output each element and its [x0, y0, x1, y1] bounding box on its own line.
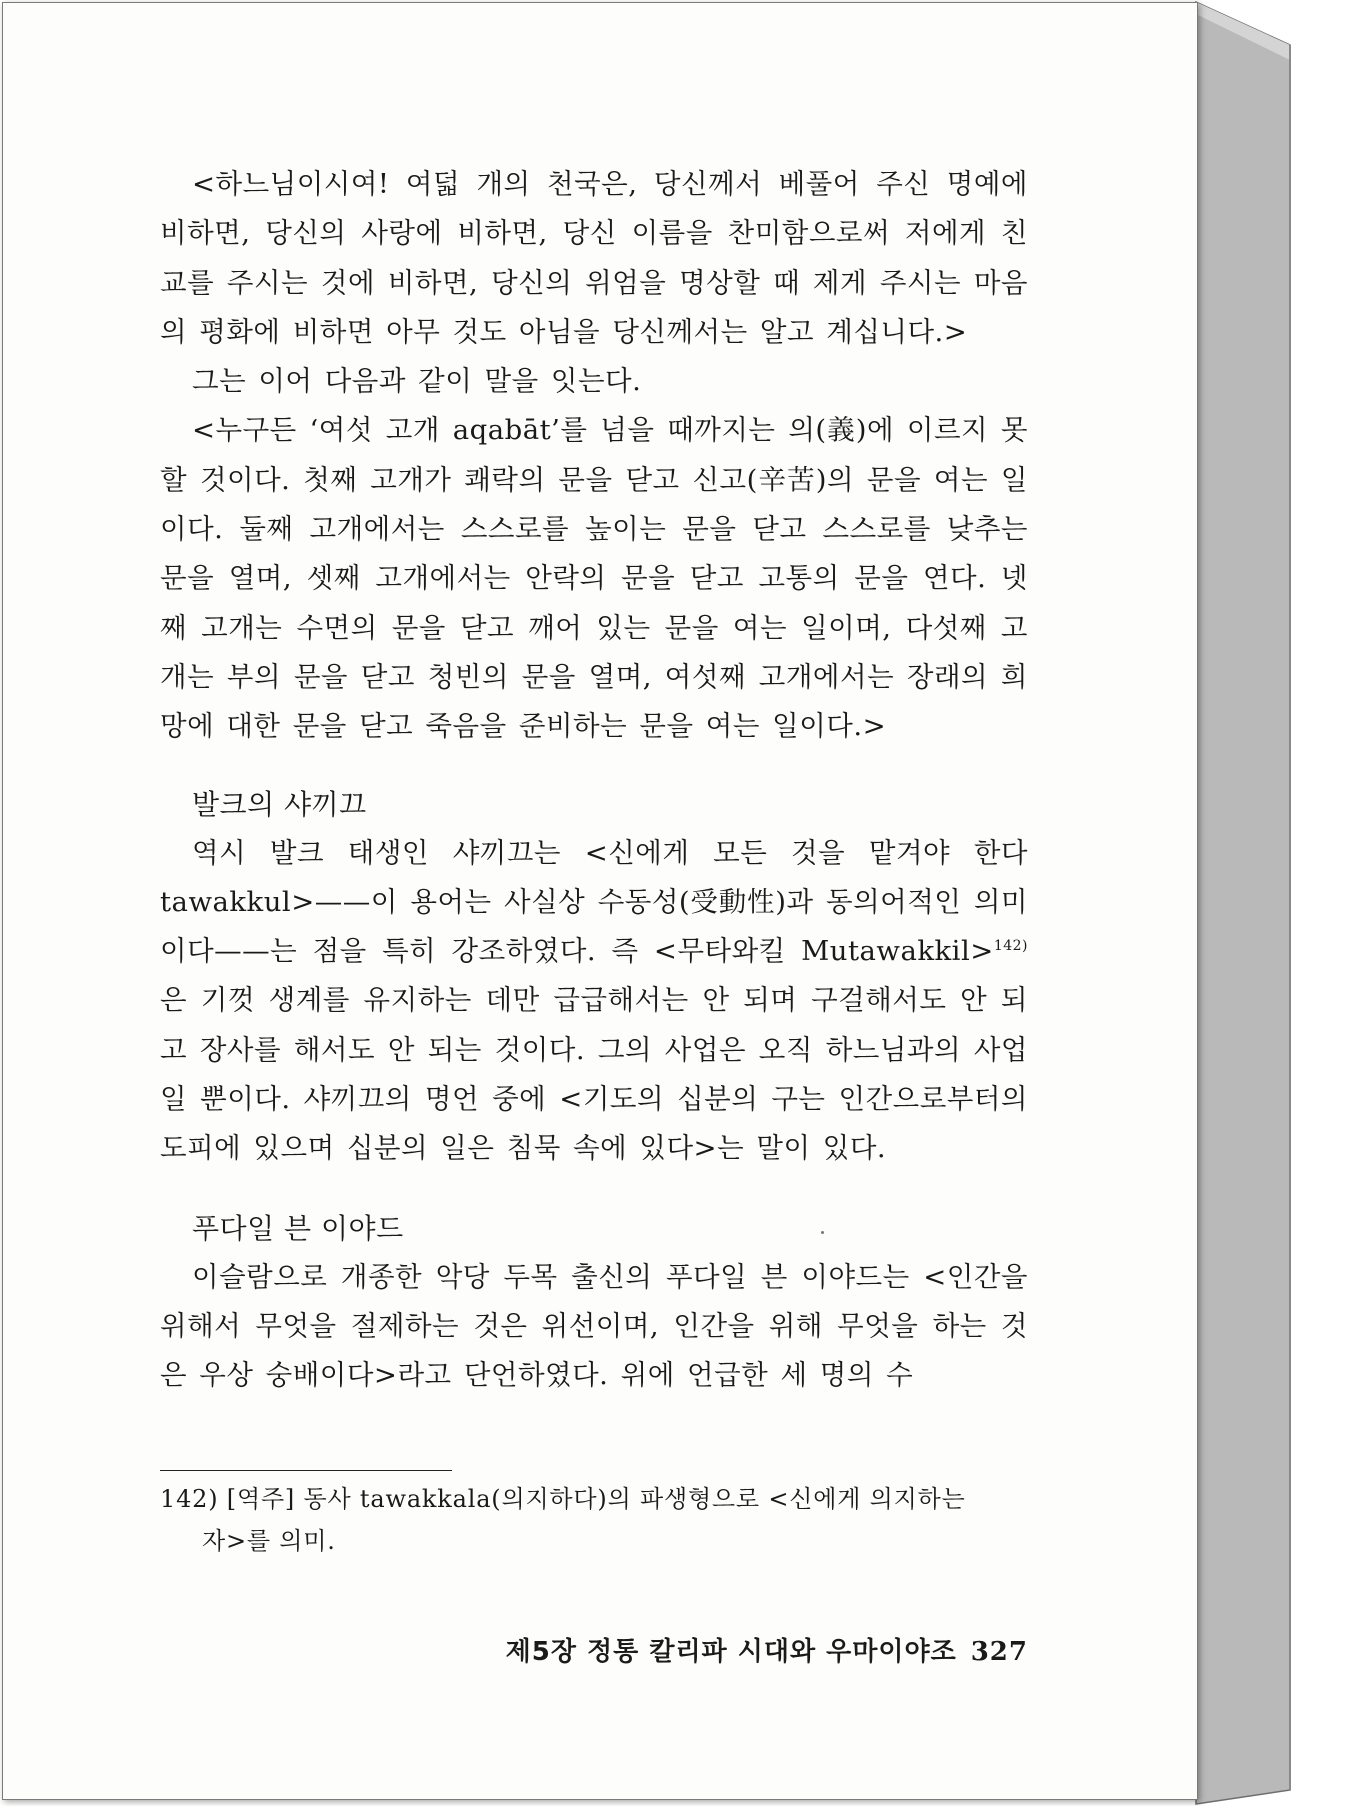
paragraph-prayer: <하느님이시여! 여덟 개의 천국은, 당신께서 베풀어 주신 명예에 비하면, 당신의 사랑에 비하면, 당신 이름을 찬미함으로써 저에게 친교를 주시는 것에 비하면, 당신의 위엄을 명상할 때 제게 주시는 마음의 평화에 비하면 아무 것도 아님을 당신께서는 알고 계십니다.> — [160, 168, 1028, 348]
footnote-reference: 142) — [993, 938, 1028, 954]
chapter-title: 제5장 정통 칼리파 시대와 우마이야조 — [505, 1637, 957, 1667]
section-heading-fudail: 푸다일 븐 이야드 — [192, 1211, 404, 1245]
footnote-line-1: 142) [역주] 동사 tawakkala(의지하다)의 파생형으로 <신에게 의지하는 — [160, 1485, 966, 1513]
running-footer — [160, 1632, 1028, 1672]
footnote-142 — [160, 1478, 1028, 1562]
paragraph-shaqiq-part1: 역시 발크 태생인 샤끼끄는 <신에게 모든 것을 맡겨야 한다 tawakkul>——이 용어는 사실상 수동성(受動性)과 동의어적인 의미이다——는 점을 특히 강조하였다. 즉 <무타와킬 Mutawakkil> — [160, 836, 1028, 968]
page-number: 327 — [970, 1637, 1028, 1667]
paragraph-continuation: 그는 이어 다음과 같이 말을 잇는다. — [192, 365, 642, 398]
scan-speck — [821, 1231, 824, 1234]
section-heading-balkh: 발크의 샤끼끄 — [192, 787, 367, 821]
paragraph-six-passes: <누구든 ‘여섯 고개 aqabāt’를 넘을 때까지는 의(義)에 이르지 못할 것이다. 첫째 고개가 쾌락의 문을 닫고 신고(辛苦)의 문을 여는 일이다. 둘째 고개에서는 스스로를 높이는 문을 닫고 스스로를 낮추는 문을 열며, 셋째 고개에서는 안락의 문을 닫고 고통의 문을 연다. 넷째 고개는 수면의 문을 닫고 깨어 있는 문을 여는 일이며, 다섯째 고개는 부의 문을 닫고 청빈의 문을 열며, 여섯째 고개에서는 장래의 희망에 대한 문을 닫고 죽음을 준비하는 문을 여는 일이다.> — [160, 414, 1028, 743]
paragraph-fudail: 이슬람으로 개종한 악당 두목 출신의 푸다일 븐 이야드는 <인간을 위해서 무엇을 절제하는 것은 위선이며, 인간을 위해 무엇을 하는 것은 우상 숭배이다>라고 단언하였다. 위에 언급한 세 명의 수 — [160, 1260, 1028, 1392]
paragraph-shaqiq — [160, 829, 1028, 1174]
page-body — [160, 160, 1028, 1401]
paragraph-shaqiq-part2: 은 기껏 생계를 유지하는 데만 급급해서는 안 되며 구걸해서도 안 되고 장사를 해서도 안 되는 것이다. 그의 사업은 오직 하느님과의 사업일 뿐이다. 샤끼끄의 명언 중에 <기도의 십분의 구는 인간으로부터의 도피에 있으며 십분의 일은 침묵 속에 있다>는 말이 있다. — [160, 984, 1028, 1165]
footnote-line-2: 자>를 의미. — [202, 1527, 336, 1555]
footnote-divider — [160, 1470, 452, 1471]
